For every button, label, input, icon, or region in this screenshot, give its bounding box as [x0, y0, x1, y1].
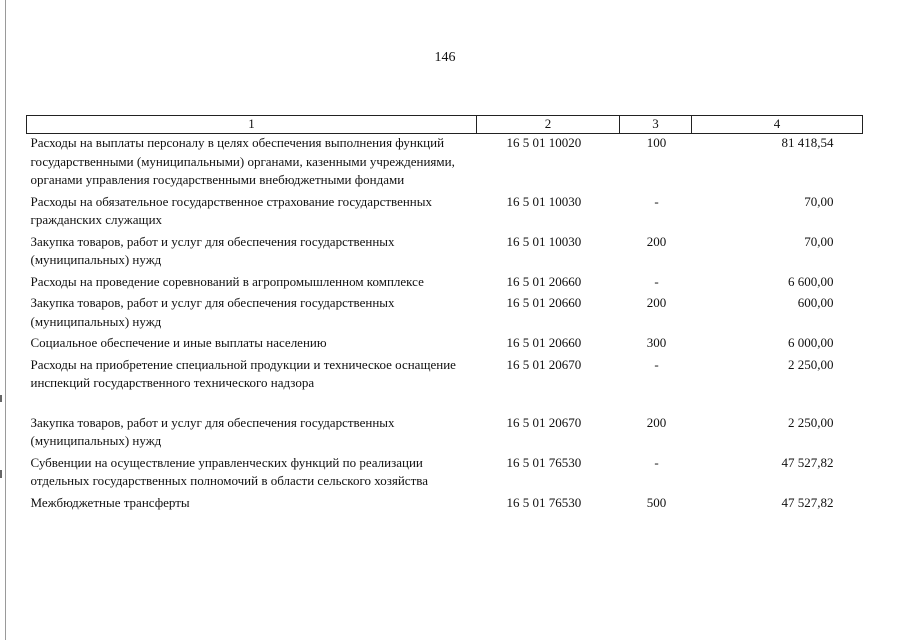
table-body	[27, 134, 863, 516]
row-amount: 47 527,82	[781, 454, 834, 470]
row-name: Закупка товаров, работ и услуг для обеспечения государственных (муниципальных) нужд	[30, 233, 395, 267]
row-amount: 81 418,54	[781, 135, 834, 150]
row-name: Расходы на обязательное государственное страхование государственных гражданских служащих	[30, 193, 433, 227]
row-amount: 6 600,00	[788, 273, 834, 289]
row-code: 16 5 01 20660	[506, 273, 582, 289]
row-name: Расходы на проведение соревнований в агропромышленном комплексе	[30, 273, 424, 289]
row-expense-kind: 200	[646, 233, 667, 249]
budget-table	[26, 115, 863, 515]
row-code: 16 5 01 76530	[506, 494, 582, 510]
row-name: Закупка товаров, работ и услуг для обеспечения государственных (муниципальных) нужд	[30, 295, 395, 329]
table-row	[27, 356, 863, 414]
row-code: 16 5 01 20660	[506, 335, 582, 350]
table-row	[27, 193, 863, 233]
row-name: Социальное обеспечение и иные выплаты населению	[30, 335, 327, 350]
page-number: 146	[434, 50, 456, 65]
row-code: 16 5 01 10020	[506, 135, 582, 150]
table-row	[27, 334, 863, 356]
table-row	[27, 134, 863, 193]
scan-edge-mark	[0, 470, 5, 478]
row-name: Межбюджетные трансферты	[30, 494, 190, 510]
row-amount: 600,00	[797, 295, 834, 310]
header-row	[27, 116, 863, 134]
scan-edge-mark	[0, 395, 5, 402]
row-code: 16 5 01 10030	[506, 233, 582, 249]
table-row	[27, 414, 863, 454]
table-row	[27, 294, 863, 334]
scan-left-edge	[5, 0, 6, 640]
row-name: Расходы на выплаты персоналу в целях обеспечения выполнения функций государственными (муниципальными) органами, казенными учреждениями, органами управления государственными внебюджетными фондами	[30, 135, 455, 187]
row-amount: 2 250,00	[788, 414, 834, 430]
table-row	[27, 273, 863, 295]
header-col-4: 4	[692, 116, 863, 134]
row-expense-kind: 300	[646, 335, 667, 350]
row-expense-kind: -	[654, 193, 659, 209]
header-col-2: 2	[477, 116, 620, 134]
row-expense-kind: 500	[646, 494, 667, 510]
row-code: 16 5 01 76530	[506, 454, 582, 470]
row-expense-kind: 200	[646, 295, 667, 310]
row-expense-kind: -	[654, 454, 659, 470]
table-row	[27, 494, 863, 516]
row-code: 16 5 01 20670	[506, 414, 582, 430]
row-amount: 2 250,00	[788, 356, 834, 372]
row-code: 16 5 01 20660	[506, 295, 582, 310]
row-amount: 70,00	[804, 193, 834, 209]
table-row	[27, 454, 863, 494]
table-row	[27, 233, 863, 273]
header-col-1: 1	[27, 116, 477, 134]
row-amount: 70,00	[804, 233, 834, 249]
header-col-3: 3	[620, 116, 692, 134]
row-name: Субвенции на осуществление управленческих функций по реализации отдельных государственных полномочий в области сельского хозяйства	[30, 454, 428, 488]
table-header	[27, 116, 863, 134]
row-expense-kind: -	[654, 356, 659, 372]
row-amount: 6 000,00	[788, 335, 834, 350]
row-expense-kind: -	[654, 273, 659, 289]
row-code: 16 5 01 10030	[506, 193, 582, 209]
row-name: Закупка товаров, работ и услуг для обеспечения государственных (муниципальных) нужд	[30, 414, 395, 448]
row-expense-kind: 200	[646, 414, 667, 430]
row-code: 16 5 01 20670	[506, 356, 582, 372]
row-amount: 47 527,82	[781, 494, 834, 510]
row-expense-kind: 100	[646, 135, 667, 150]
row-name: Расходы на приобретение специальной продукции и техническое оснащение инспекций государственного технического надзора	[30, 356, 456, 390]
